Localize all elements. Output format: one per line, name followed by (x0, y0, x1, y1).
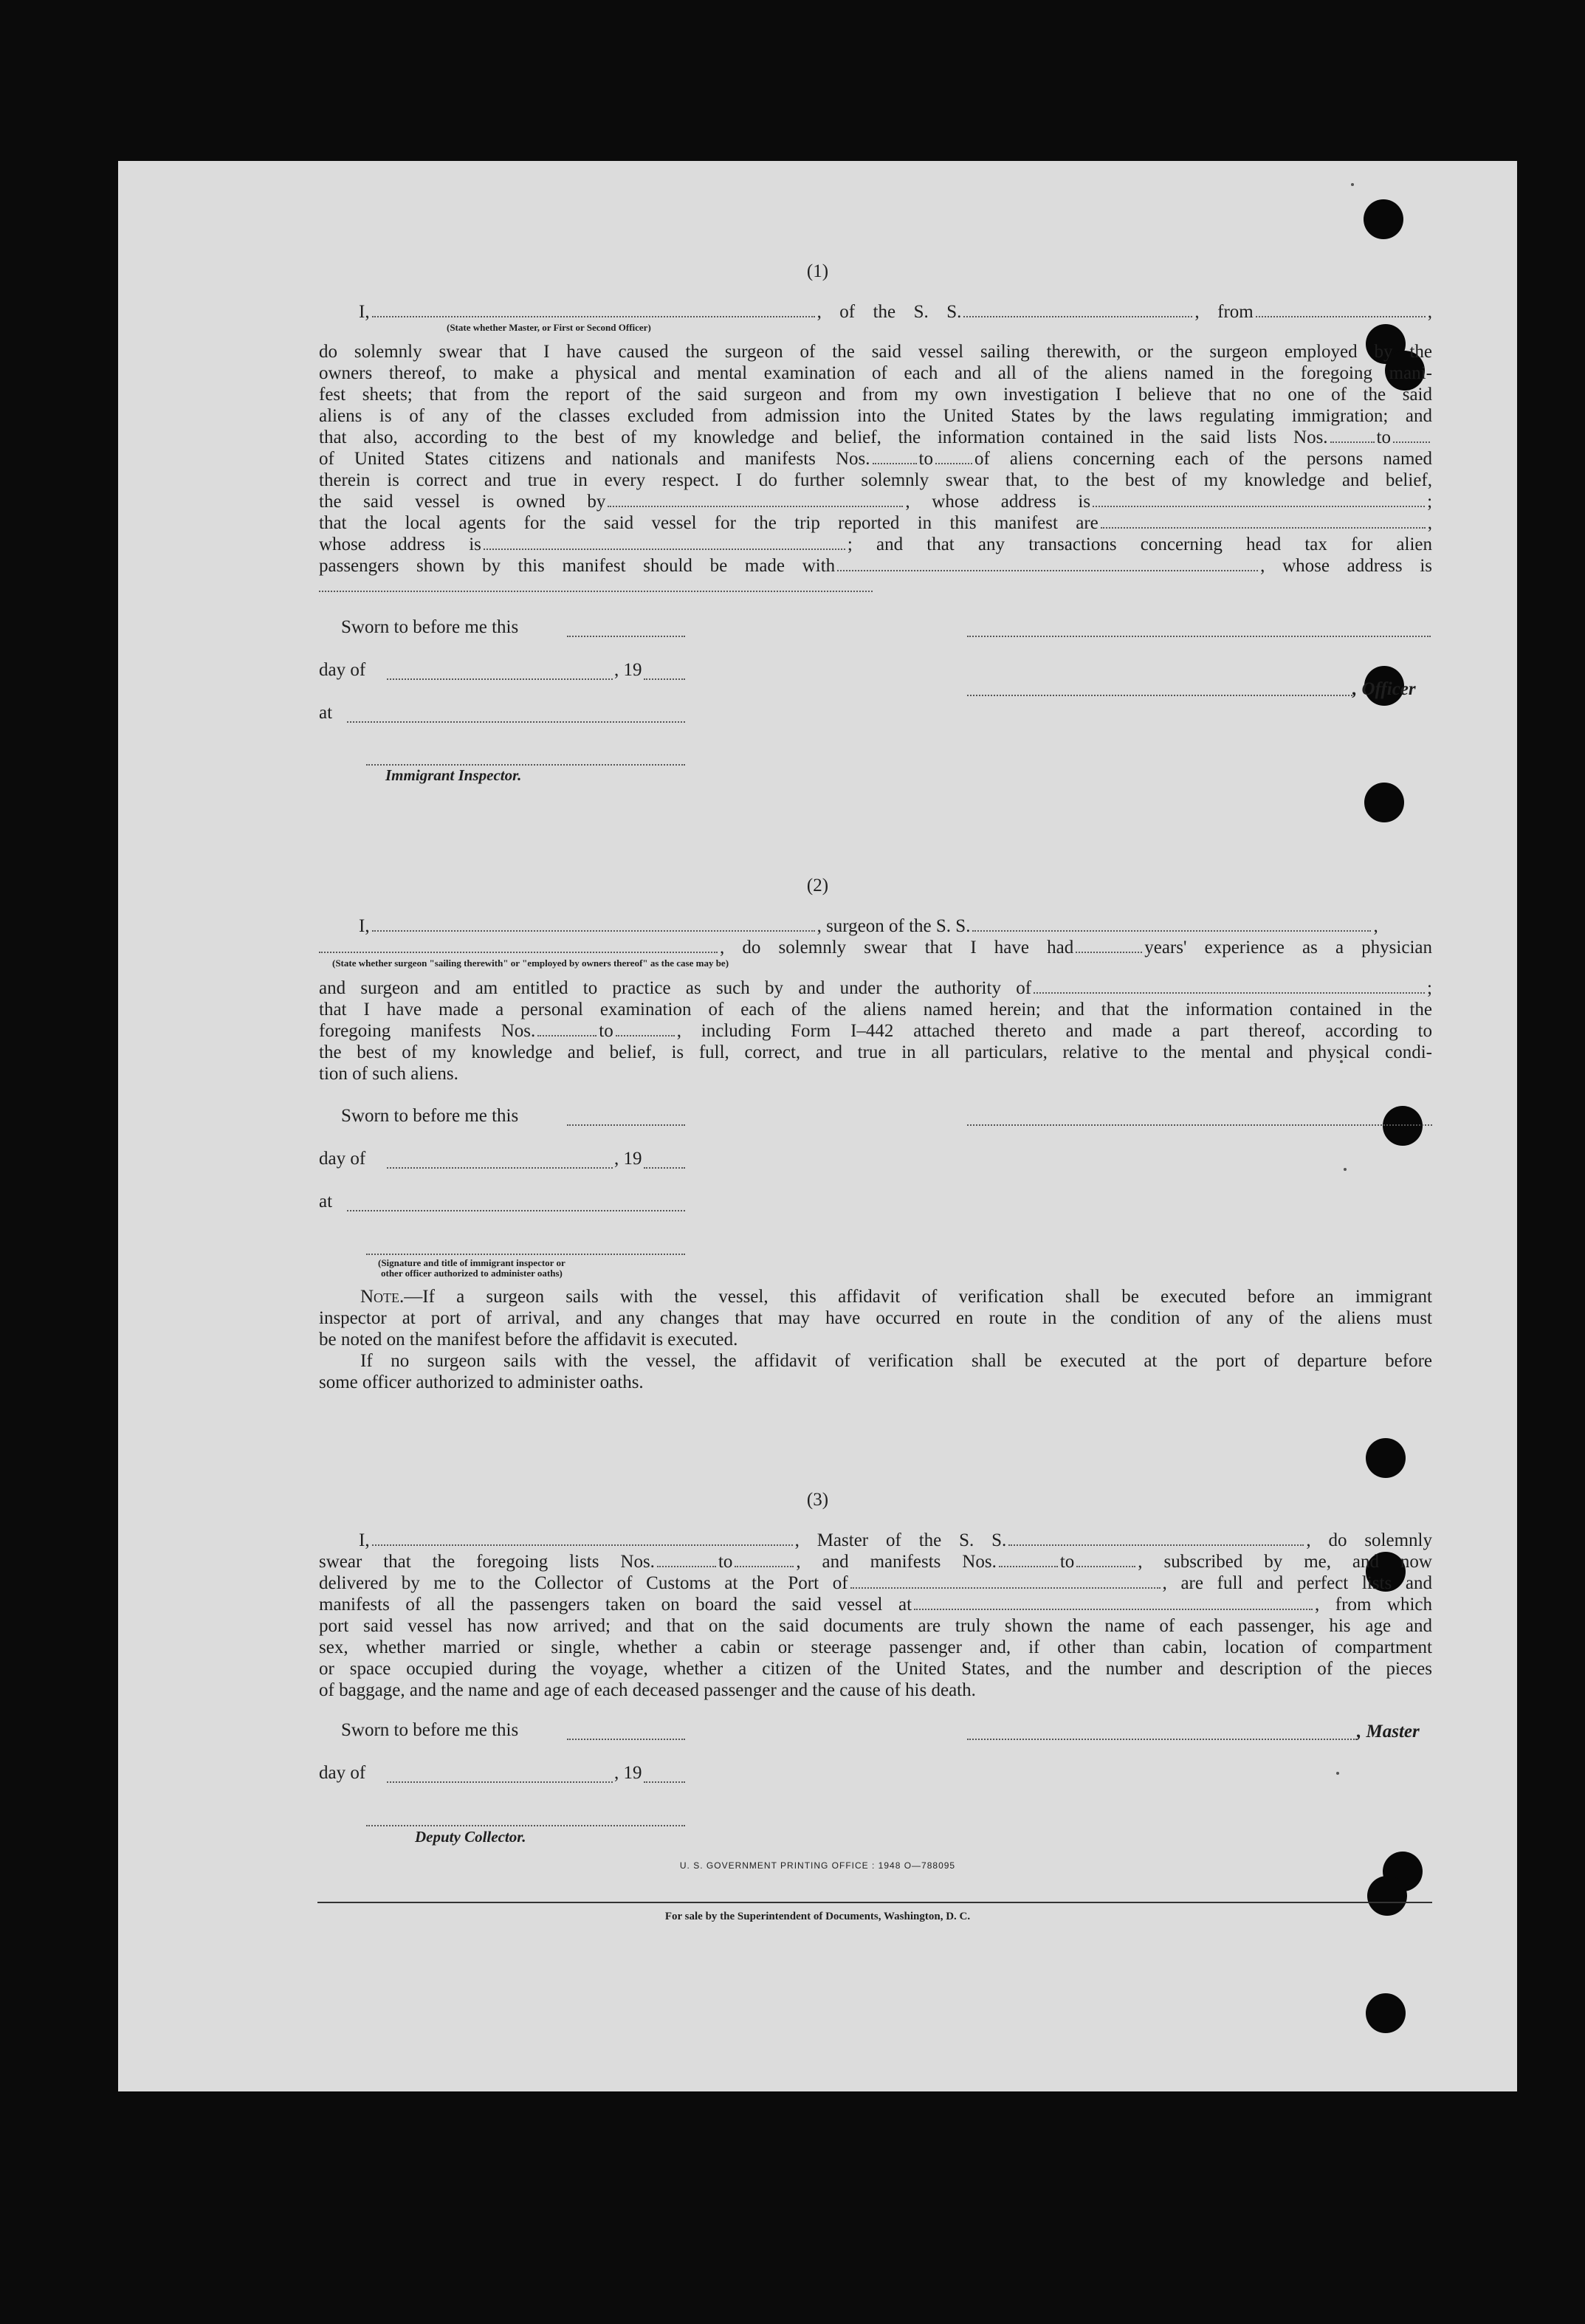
local-agents-field[interactable] (1101, 514, 1426, 529)
text: , (1427, 513, 1432, 533)
text: to (918, 449, 933, 469)
rank-field[interactable] (372, 303, 815, 317)
surgeon-name-field[interactable] (372, 917, 815, 932)
text: , are full and perfect lists and (1162, 1573, 1432, 1593)
text: ; (1427, 978, 1432, 998)
text: ; (1427, 492, 1433, 512)
section3-line-7: or space occupied during the voyage, whether a citizen of the United States, and the number and description of the pieces (319, 1659, 1432, 1679)
section1-line-6 (319, 427, 1432, 448)
lists-to-field[interactable] (1393, 428, 1430, 443)
punch-hole (1366, 1438, 1406, 1478)
manifests-from-field-3[interactable] (999, 1553, 1058, 1567)
master-signature-line[interactable] (967, 1737, 1357, 1740)
text: I, (359, 1530, 370, 1550)
text: , Master of the S. S. (794, 1530, 1007, 1550)
text: , do solemnly swear that I have had (720, 938, 1074, 958)
text: to (1059, 1552, 1075, 1572)
note-line-5: some officer authorized to administer oaths. (319, 1372, 644, 1392)
year-field[interactable] (644, 677, 685, 680)
punch-hole (1367, 1876, 1407, 1916)
month-field-3[interactable] (387, 1780, 613, 1783)
at-place-field-2[interactable] (347, 1209, 685, 1211)
section2-line-5 (319, 1020, 1432, 1042)
rank-caption: (State whether Master, or First or Second Officer) (447, 322, 651, 333)
officer-signature-line[interactable] (967, 634, 1431, 637)
text: , and manifests Nos. (796, 1552, 997, 1572)
section2-line-1 (359, 915, 1432, 937)
text: years' experience as a physician (1144, 938, 1432, 958)
vessel-name-field[interactable] (963, 303, 1192, 317)
signature-caption-1: (Signature and title of immigrant inspector or (378, 1257, 565, 1268)
section3-heading: (3) (806, 1490, 829, 1510)
section2-line-3 (319, 977, 1432, 999)
printing-office-imprint: U. S. GOVERNMENT PRINTING OFFICE : 1948 O—788095 (679, 1860, 956, 1871)
footer-text: For sale by the Superintendent of Documents, Washington, D. C. (664, 1911, 971, 1922)
text: , (1373, 916, 1378, 936)
day-of-label-2: day of (319, 1149, 366, 1169)
note-line-4: If no surgeon sails with the vessel, the affidavit of verification shall be executed at the port of departure before (360, 1351, 1432, 1371)
section1-line-1 (359, 301, 1432, 323)
boarding-port-field[interactable] (914, 1595, 1313, 1610)
section1-line-11 (319, 534, 1432, 555)
section1-line-4: fest sheets; that from the report of the said surgeon and from my own investigation I believe that no one of the said (319, 385, 1432, 405)
years-experience-field[interactable] (1076, 938, 1142, 953)
owner-field[interactable] (608, 492, 903, 507)
sworn-day-field-2[interactable] (567, 1123, 685, 1126)
section3-line-1 (359, 1530, 1432, 1551)
note-line-2: inspector at port of arrival, and any changes that may have occurred en route in the condition of any of the aliens must (319, 1308, 1432, 1328)
text: the said vessel is owned by (319, 492, 606, 512)
master-name-field[interactable] (372, 1531, 793, 1546)
officer-name-line[interactable] (967, 693, 1352, 696)
lists-to-field-3[interactable] (735, 1553, 794, 1567)
text: foregoing manifests Nos. (319, 1021, 536, 1041)
section3-line-6: sex, whether married or single, whether a cabin or steerage passenger and, if other than cabin, location of compartment (319, 1637, 1432, 1657)
surgeon-signature-line[interactable] (967, 1123, 1432, 1126)
section3-line-2 (319, 1551, 1432, 1572)
officer-role: , Officer (1352, 679, 1416, 699)
text: to (599, 1021, 613, 1041)
section1-line-12 (319, 555, 1432, 577)
sworn-label: Sworn to before me this (341, 617, 519, 637)
section1-line-5: aliens is of any of the classes excluded from admission into the United States by the laws regulating immigration; and (319, 406, 1432, 426)
text: , including Form I–442 attached thereto and made a part thereof, according to (676, 1021, 1432, 1041)
year-label: , 19 (614, 660, 642, 680)
section2-line-6: the best of my knowledge and belief, is full, correct, and true in all particulars, relative to the mental and physical condi- (319, 1042, 1432, 1062)
manifests-to-field-3[interactable] (1076, 1553, 1135, 1567)
text: and surgeon and am entitled to practice as such by and under the authority of (319, 978, 1032, 998)
form-sheet (118, 161, 1517, 2091)
master-role: , Master (1357, 1722, 1420, 1742)
sworn-label-2: Sworn to before me this (341, 1106, 519, 1126)
section1-line-2: do solemnly swear that I have caused the surgeon of the said vessel sailing therewith, or the surgeon employed by the (319, 342, 1432, 362)
surgeon-status-field[interactable] (319, 938, 718, 953)
year-label-3: , 19 (614, 1763, 642, 1783)
section1-line-3: owners thereof, to make a physical and mental examination of each and all of the aliens named in the foregoing mani- (319, 363, 1432, 383)
manifests-from-field[interactable] (873, 450, 917, 464)
owner-address-field[interactable] (1093, 492, 1425, 507)
vessel-name-field-2[interactable] (972, 917, 1371, 932)
text: —If a surgeon sails with the vessel, this affidavit of verification shall be executed before an immigrant (404, 1287, 1432, 1307)
text: of aliens concerning each of the persons named (974, 449, 1432, 469)
at-label: at (319, 703, 333, 723)
section2-line-7: tion of such aliens. (319, 1064, 458, 1084)
section3-line-5: port said vessel has now arrived; and that on the said documents are truly shown the name of each passenger, his age and (319, 1616, 1432, 1636)
text: , whose address is (905, 492, 1091, 512)
day-of-label: day of (319, 660, 366, 680)
sworn-day-field[interactable] (567, 634, 685, 637)
text: passengers shown by this manifest should be made with (319, 556, 836, 576)
punch-hole (1364, 199, 1403, 239)
text: that the local agents for the said vessel for the trip reported in this manifest are (319, 513, 1099, 533)
text: , from which (1315, 1595, 1432, 1615)
agents-address-field[interactable] (484, 535, 845, 550)
footer-rule (317, 1902, 1432, 1903)
manifests-to-field[interactable] (935, 450, 972, 464)
collector-signature-line[interactable] (366, 1823, 685, 1826)
text: to (1376, 427, 1391, 447)
section3-line-3 (319, 1572, 1432, 1594)
text: , from (1194, 302, 1254, 322)
punch-hole (1383, 1106, 1423, 1146)
surgeon-status-caption: (State whether surgeon "sailing therewith" or "employed by owners thereof" as the case may be) (332, 958, 729, 969)
section1-heading: (1) (806, 261, 829, 281)
speck (1351, 183, 1354, 186)
collector-role: Deputy Collector. (415, 1828, 526, 1846)
at-place-field[interactable] (347, 720, 685, 723)
note-label: Note. (360, 1287, 405, 1307)
at-label-2: at (319, 1192, 333, 1211)
text: I, (359, 302, 370, 322)
text: , (1427, 302, 1432, 322)
vessel-name-field-3[interactable] (1008, 1531, 1304, 1546)
authority-field[interactable] (1034, 979, 1425, 994)
section1-line-7 (319, 448, 1432, 470)
month-field-2[interactable] (387, 1166, 613, 1169)
text: delivered by me to the Collector of Customs at the Port of (319, 1573, 848, 1593)
text: , surgeon of the S. S. (816, 916, 971, 936)
section1-line-9 (319, 491, 1432, 512)
signature-caption-2: other officer authorized to administer oaths) (381, 1268, 563, 1279)
sworn-label-3: Sworn to before me this (341, 1720, 519, 1740)
section2-line-4: that I have made a personal examination of each of the aliens named herein; and that the information contained in the (319, 1000, 1432, 1020)
section3-line-8: of baggage, and the name and age of each deceased passenger and the cause of his death. (319, 1680, 976, 1700)
text: swear that the foregoing lists Nos. (319, 1552, 655, 1572)
text: whose address is (319, 534, 481, 554)
text: to (718, 1552, 733, 1572)
section1-line-10 (319, 512, 1432, 534)
section2-heading: (2) (806, 876, 829, 895)
sworn-day-field-3[interactable] (567, 1737, 685, 1740)
from-port-field[interactable] (1256, 303, 1426, 317)
speck (1336, 1772, 1339, 1775)
lists-from-field-3[interactable] (657, 1553, 716, 1567)
text: ; and that any transactions concerning head tax for alien (847, 534, 1432, 554)
note-line-3: be noted on the manifest before the affidavit is executed. (319, 1330, 738, 1350)
section2-line-2 (319, 937, 1432, 958)
month-field[interactable] (387, 677, 613, 680)
text: , whose address is (1260, 556, 1432, 576)
text: manifests of all the passengers taken on board the said vessel at (319, 1595, 912, 1615)
manifests-from-field-2[interactable] (537, 1022, 596, 1036)
section3-line-4 (319, 1594, 1432, 1615)
section1-line-8: therein is correct and true in every respect. I do further solemnly swear that, to the best of my knowledge and belief, (319, 470, 1432, 490)
punch-hole (1366, 1993, 1406, 2033)
port-field[interactable] (850, 1574, 1161, 1589)
year-field-3[interactable] (644, 1780, 685, 1783)
inspector-role: Immigrant Inspector. (385, 766, 522, 784)
punch-hole (1364, 783, 1404, 822)
text: , subscribed by me, and now (1138, 1552, 1432, 1572)
text: , of the S. S. (816, 302, 962, 322)
year-label-2: , 19 (614, 1149, 642, 1169)
inspector-signature-line[interactable] (366, 763, 685, 766)
head-tax-party-field[interactable] (837, 557, 1258, 571)
year-field-2[interactable] (644, 1166, 685, 1169)
note-line-1 (360, 1286, 1432, 1307)
text: , do solemnly (1306, 1530, 1432, 1550)
day-of-label-3: day of (319, 1763, 366, 1783)
text: I, (359, 916, 370, 936)
text: of United States citizens and nationals and manifests Nos. (319, 449, 870, 469)
lists-from-field[interactable] (1330, 428, 1375, 443)
speck (1344, 1168, 1347, 1171)
head-tax-address-field[interactable] (319, 589, 873, 592)
manifests-to-field-2[interactable] (616, 1022, 675, 1036)
text: that also, according to the best of my knowledge and belief, the information contained in the said lists Nos. (319, 427, 1328, 447)
administering-officer-line[interactable] (366, 1252, 685, 1255)
